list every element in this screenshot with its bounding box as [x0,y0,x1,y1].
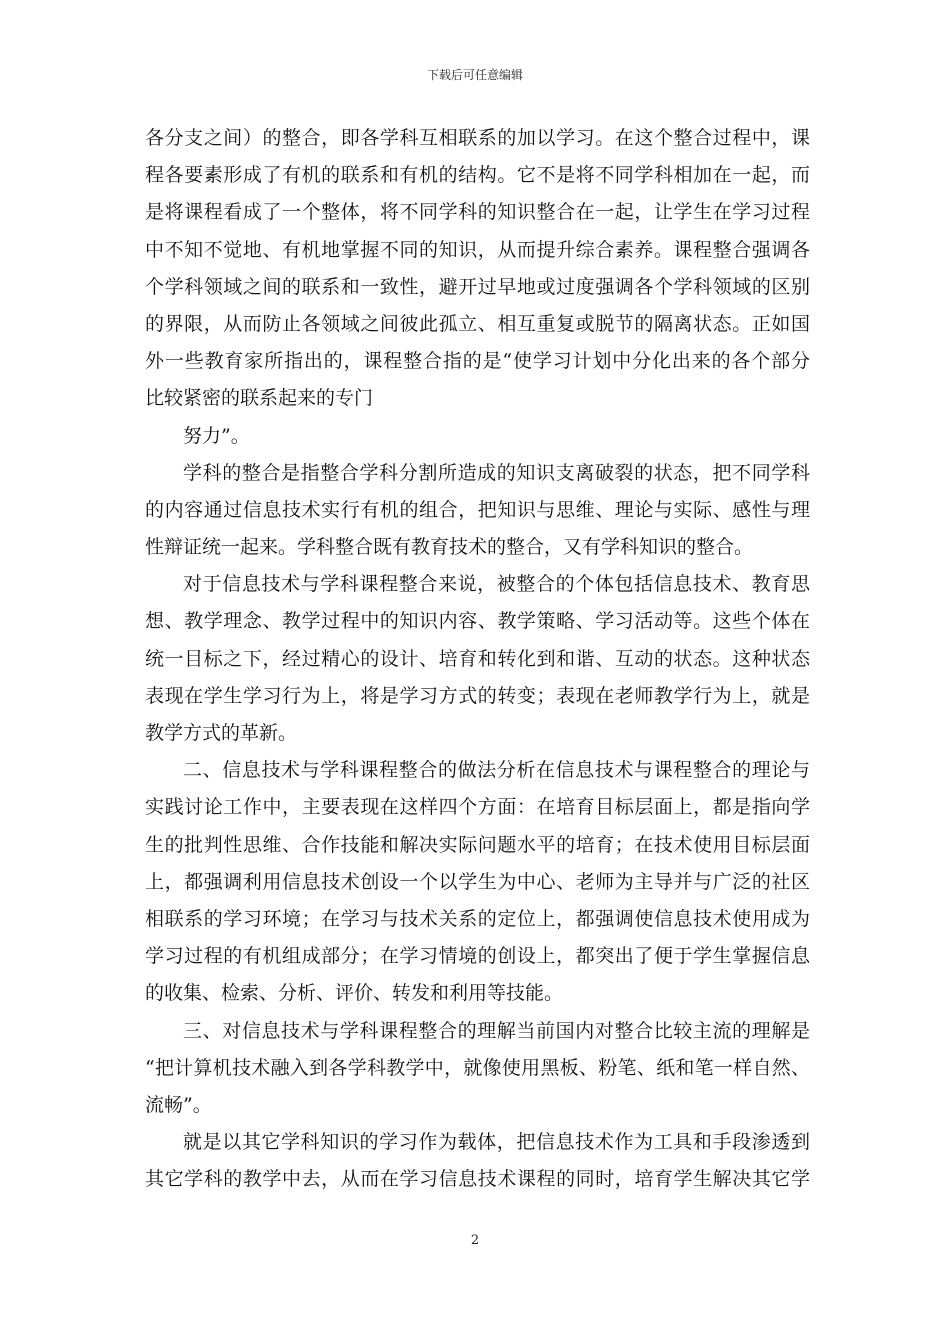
text-line: 二、信息技术与学科课程整合的做法分析在信息技术与课程整合的理论与 [183,759,810,782]
text-line: 表现在学生学习行为上，将是学习方式的转变；表现在老师教学行为上，就是 [145,684,810,707]
text-line: 学科的整合是指整合学科分割所造成的知识支离破裂的状态，把不同学科 [183,461,810,484]
text-line: 各分支之间）的整合，即各学科互相联系的加以学习。在这个整合过程中，课 [145,127,810,149]
text-line: 外一些教育家所指出的，课程整合指的是“使学习计划中分化出来的各个部分 [145,350,810,373]
text-line: 实践讨论工作中，主要表现在这样四个方面：在培育目标层面上，都是指向学 [145,796,810,819]
text-line: 个学科领域之间的联系和一致性，避开过早地或过度强调各个学科领域的区别 [145,275,810,298]
text-line: 努力”。 [183,424,250,447]
text-line: 教学方式的革新。 [145,722,298,744]
text-line: 生的批判性思维、合作技能和解决实际问题水平的培育；在技术使用目标层面 [145,833,810,856]
text-line: 相联系的学习环境；在学习与技术关系的定位上，都强调使信息技术使用成为 [145,907,810,930]
text-line: 三、对信息技术与学科课程整合的理解当前国内对整合比较主流的理解是 [183,1019,810,1042]
text-line: 其它学科的教学中去，从而在学习信息技术课程的同时，培育学生解决其它学 [145,1168,810,1191]
text-line: “把计算机技术融入到各学科教学中，就像使用黑板、粉笔、纸和笔一样自然、 [145,1056,810,1079]
text-line: 程各要素形成了有机的联系和有机的结构。它不是将不同学科相加在一起，而 [145,164,810,187]
text-line: 就是以其它学科知识的学习作为载体，把信息技术作为工具和手段渗透到 [183,1131,810,1154]
text-line: 的内容通过信息技术实行有机的组合，把知识与思维、理论与实际、感性与理 [145,498,810,521]
document-body [145,120,810,1198]
text-line: 是将课程看成了一个整体，将不同学科的知识整合在一起，让学生在学习过程 [145,201,810,224]
text-line: 流畅”。 [145,1093,212,1116]
text-line: 统一目标之下，经过精心的设计、培育和转化到和谐、互动的状态。这种状态 [145,647,810,670]
text-line: 对于信息技术与学科课程整合来说，被整合的个体包括信息技术、教育思 [183,573,810,596]
text-line: 比较紧密的联系起来的专门 [145,387,374,410]
page-number: 2 [470,1233,480,1248]
text-line: 学习过程的有机组成部分；在学习情境的创设上，都突出了便于学生掌握信息 [145,945,810,968]
text-line: 中不知不觉地、有机地掌握不同的知识，从而提升综合素养。课程整合强调各 [145,238,810,261]
text-line: 性辩证统一起来。学科整合既有教育技术的整合，又有学科知识的整合。 [145,536,754,559]
text-line: 的收集、检索、分析、评价、转发和利用等技能。 [145,982,564,1005]
text-line: 上，都强调利用信息技术创设一个以学生为中心、老师为主导并与广泛的社区 [145,870,810,893]
text-line: 的界限，从而防止各领域之间彼此孤立、相互重复或脱节的隔离状态。正如国 [145,312,810,335]
text-line: 想、教学理念、教学过程中的知识内容、教学策略、学习活动等。这些个体在 [145,610,810,633]
page-header: 下载后可任意编辑 [426,68,523,82]
